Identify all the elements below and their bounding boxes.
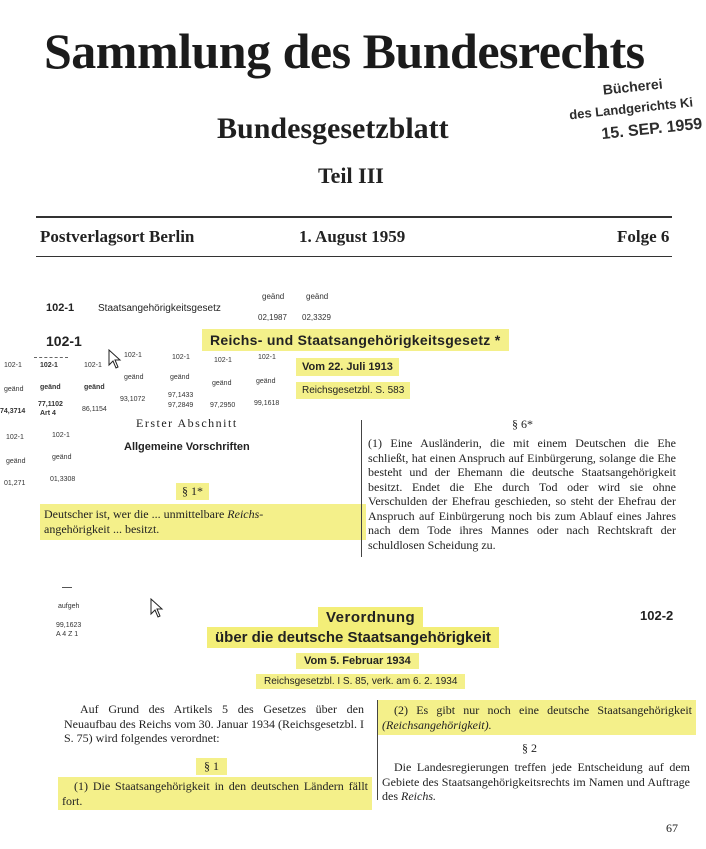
margin-code: 102-1 <box>172 354 190 361</box>
margin-ref: 86,1154 <box>82 406 107 413</box>
margin-ref: 01,3308 <box>50 476 76 483</box>
law-date: Vom 22. Juli 1913 <box>296 358 399 376</box>
margin-ref: 97,2950 <box>210 402 236 409</box>
regulation-code: 102-2 <box>640 608 674 623</box>
law-code-small: 102-1 <box>46 302 75 314</box>
masthead-title: Sammlung des Bundesrechts <box>44 23 645 79</box>
law-title: Reichs- und Staatsangehörigkeitsgesetz * <box>202 329 509 351</box>
margin-ref: 77,1102 <box>38 401 63 408</box>
margin-code: 102-1 <box>124 352 142 359</box>
publication-date: 1. August 1959 <box>299 227 406 246</box>
margin-code: 102-1 <box>52 432 70 439</box>
reg-paragraph-1-title: § 1 <box>196 758 227 775</box>
reg-paragraph-2-text-a: Die Landesregierungen treffen jede Entscheidung auf dem Gebiete des Staatsangehörigkeitsrechts im Namen und Auftrage des <box>382 760 690 803</box>
margin-status: geänd <box>124 374 144 381</box>
reg-paragraph-1-2-b: (Reichsangehörigkeit). <box>382 717 492 732</box>
reg-paragraph-1-text: (1) Die Staatsangehörigkeit in den deutschen Ländern fällt fort. <box>58 777 372 810</box>
issue-number: Folge 6 <box>617 227 670 246</box>
reg-paragraph-2-text-b: Reichs. <box>401 789 436 803</box>
header-rule-top <box>36 216 672 218</box>
stamp-line-2: des Landgerichts Ki <box>568 94 694 123</box>
bottom-margin-ref: 99,1623 <box>56 622 82 629</box>
margin-code: 102-1 <box>214 357 232 364</box>
bottom-margin-dash <box>62 587 72 588</box>
mouse-cursor-icon <box>150 598 164 618</box>
mouse-cursor-icon <box>108 349 122 369</box>
publication-place: Postverlagsort Berlin <box>40 227 195 246</box>
margin-status: geänd <box>40 384 61 391</box>
paragraph-1-text-b: Reichs- <box>227 507 264 521</box>
margin-dashes <box>34 357 68 358</box>
amend-label-1: geänd <box>262 292 285 301</box>
regulation-title-1: Verordnung <box>318 607 423 628</box>
library-stamp <box>566 71 706 165</box>
margin-ref: 74,3714 <box>0 408 26 415</box>
amend-label-2: geänd <box>306 292 329 301</box>
margin-code: 102-1 <box>258 354 276 361</box>
margin-status: geänd <box>52 454 72 461</box>
reg-paragraph-1-2-a: (2) Es gibt nur noch eine deutsche Staatsangehörigkeit <box>394 703 692 717</box>
header-rule-bottom <box>36 256 672 257</box>
paragraph-6-title: § 6* <box>512 417 533 431</box>
amend-ref-1: 02,1987 <box>258 313 287 322</box>
margin-code: 102-1 <box>4 362 22 369</box>
margin-code: 102-1 <box>40 362 58 369</box>
bottom-margin-status: aufgeh <box>58 603 80 610</box>
margin-status: geänd <box>84 384 105 391</box>
preamble-text: Auf Grund des Artikels 5 des Gesetzes über den Neuaufbau des Reichs vom 30. Januar 1934 (Reichsgesetzbl. I S. 75) wird folgendes verordnet: <box>64 702 364 745</box>
section-subheading: Allgemeine Vorschriften <box>124 441 250 453</box>
bottom-margin-ref-detail: A 4 Z 1 <box>56 631 79 638</box>
reg-paragraph-2-title: § 2 <box>522 741 537 755</box>
margin-status: geänd <box>256 378 276 385</box>
margin-ref-detail: Art 4 <box>40 410 56 417</box>
amend-ref-2: 02,3329 <box>302 313 331 322</box>
law-short-name: Staatsangehörigkeitsgesetz <box>98 303 221 314</box>
masthead-part: Teil III <box>318 163 384 188</box>
margin-status: geänd <box>170 374 190 381</box>
regulation-title-2: über die deutsche Staatsangehörigkeit <box>207 627 499 648</box>
law-gazette: Reichsgesetzbl. S. 583 <box>296 382 410 399</box>
stamp-line-3: 15. SEP. 1959 <box>600 115 703 144</box>
paragraph-6-text: (1) Eine Ausländerin, die mit einem Deutschen die Ehe schließt, hat einen Anspruch auf Einbürgerung, solange die Ehe besteht und der Ehemann die deutsche Staatsangehörigkeit besitzt. Endet die Ehe durch Tod oder wird sie ohne Verschulden der Ehefrau geschieden, so steht der Ehefrau der Anspruch auf Einbürgerung noch bis zum Ablauf eines Jahres nach dem Tode ihres Mannes oder nach Rechtskraft der schuldlosen Scheidung zu. <box>368 436 676 552</box>
margin-ref: 93,1072 <box>120 396 146 403</box>
margin-status: geänd <box>4 386 24 393</box>
margin-ref: 01,271 <box>4 480 26 487</box>
masthead-subtitle: Bundesgesetzblatt <box>217 112 449 145</box>
regulation-gazette: Reichsgesetzbl. I S. 85, verk. am 6. 2. 1934 <box>256 674 465 689</box>
margin-ref: 99,1618 <box>254 400 280 407</box>
page-number: 67 <box>666 821 678 835</box>
paragraph-1-title: § 1* <box>176 483 209 500</box>
paragraph-1-text-a: Deutscher ist, wer die ... unmittelbare <box>44 507 228 521</box>
reg-paragraph-2-text <box>382 760 690 804</box>
regulation-date: Vom 5. Februar 1934 <box>296 653 419 669</box>
margin-code: 102-1 <box>84 362 102 369</box>
margin-status: geänd <box>6 458 26 465</box>
margin-code: 102-1 <box>6 434 24 441</box>
margin-status: geänd <box>212 380 232 387</box>
stamp-line-1: Bücherei <box>602 75 664 98</box>
paragraph-1-text-c: angehörigkeit ... besitzt. <box>44 522 160 536</box>
margin-ref: 97,1433 <box>168 392 194 399</box>
law-code: 102-1 <box>46 333 82 349</box>
reg-paragraph-1-2-text <box>378 700 696 735</box>
section-heading: Erster Abschnitt <box>136 416 238 430</box>
paragraph-1-text <box>40 504 366 540</box>
margin-ref-detail: 97,2849 <box>168 402 194 409</box>
column-divider <box>361 420 362 557</box>
